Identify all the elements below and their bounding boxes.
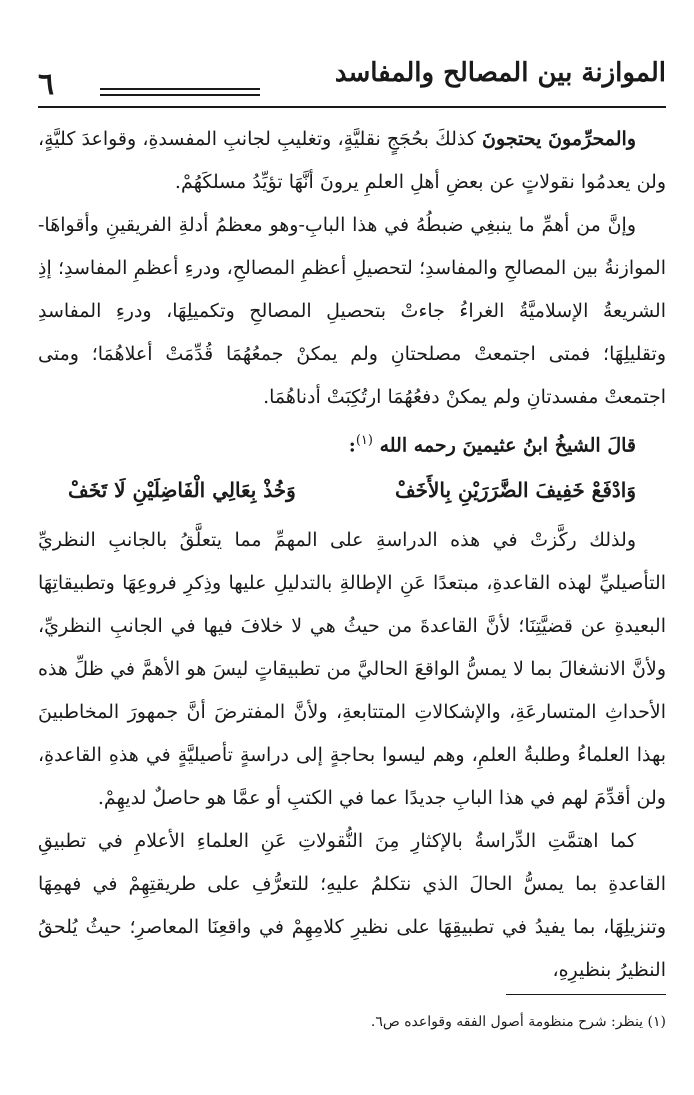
quote-intro-text: قالَ الشيخُ ابنُ عثيمينَ رحمه الله bbox=[379, 434, 636, 457]
poetry-verse bbox=[68, 467, 636, 513]
footnote: (١) ينظر: شرح منظومة أصول الفقه وقواعده ص٦. bbox=[370, 1014, 666, 1030]
header-divider bbox=[38, 106, 666, 108]
page-number: ٦ bbox=[38, 67, 55, 102]
paragraph-text: كذلكَ بحُجَجٍ نقليَّةٍ، وتغليبِ لجانبِ المفسدةِ، وقواعدَ كليَّةٍ، ولن يعدمُوا نقولاتٍ عن بعضِ أهلِ العلمِ يرونَ أنَّهَا تؤيِّدُ مسلكَهُمْ. bbox=[38, 128, 666, 193]
paragraph-text: ولذلك ركَّزتْ في هذه الدراسةِ على المهمِّ مما يتعلَّقُ بالجانبِ النظريِّ التأصيليِّ لهذه القاعدةِ، مبتعدًا عَنِ الإطالةِ بالتدليلِ عليها وذِكرِ فروعِهَا وتطبيقاتِهَا البعيدةِ عن قضيَّتِنَا؛ لأنَّ القاعدةَ من حيثُ هي لا خلافَ فيها في الجانبِ النظريِّ، ولأنَّ الانشغالَ بما لا يمسُّ الواقعَ الحاليَّ من تطبيقاتٍ ليسَ هو الأهمَّ في ظلِّ هذه الأحداثِ المتسارعَةِ، والإشكالاتِ المتتابعةِ، ولأنَّ المفترضَ أنَّ جمهورَ المخاطبينَ بهذا العلماءُ وطلبةُ العلمِ، وهم ليسوا بحاجةٍ إلى دراسةٍ تأصيليَّةٍ في هذهِ القاعدةِ، ولن أقدِّمَ لهم في هذا البابِ جديدًا عما في الكتبِ أو عمَّا هو حاصلٌ لديهِمْ. bbox=[38, 529, 666, 810]
paragraph-text: وإنَّ من أهمِّ ما ينبغِي ضبطُهُ في هذا البابِ-وهو معظمُ أدلةِ الفريقينِ وأقواهَا- الموازنةُ بين المصالحِ والمفاسدِ؛ لتحصيلِ أعظمِ المصالحِ، ودرءِ أعظمِ المفاسدِ؛ إذِ الشريعةُ الإسلاميَّةُ الغراءُ جاءتْ بتحصيلِ المصالحِ وتكميلِهَا، ودرءِ المفاسدِ وتقليلِهَا؛ فمتى اجتمعتْ مصلحتانِ ولم يمكنْ جمعُهُمَا قُدِّمَتْ أعلاهُمَا؛ ومتى اجتمعتْ مفسدتانِ ولم يمكنْ دفعُهُمَا ارتُكِبَتْ أدناهُمَا. bbox=[38, 214, 666, 408]
running-title: الموازنة بين المصالح والمفاسد bbox=[334, 58, 666, 88]
quote-intro: قالَ الشيخُ ابنُ عثيمينَ رحمه الله $^{(١)}$: bbox=[348, 433, 636, 457]
header-rule-upper bbox=[100, 88, 260, 90]
paragraph bbox=[38, 519, 666, 820]
footnote-divider bbox=[506, 994, 666, 995]
page-body bbox=[38, 118, 666, 992]
header-rule-lower bbox=[100, 94, 260, 96]
paragraph-lead: والمحرِّمونَ يحتجونَ bbox=[482, 128, 636, 150]
paragraph-text: كما اهتمَّتِ الدِّراسةُ بالإكثارِ مِنَ النُّقولاتِ عَنِ العلماءِ الأعلامِ في تطبيقِ القاعدةِ بما يمسُّ الحالَ الذي نتكلمُ عليهِ؛ للتعرُّفِ على طريقتِهِمْ في فهمِهَا وتنزيلِهَا، بما يفيدُ في تطبيقِهَا على نظيرِ كلامِهِمْ في واقعِنَا المعاصرِ؛ حيثُ يُلحقُ النظيرُ بنظيرِهِ، bbox=[38, 830, 666, 982]
verse-second-hemistich: وَخُذْ بِعَالِي الْفَاضِلَيْنِ لَا تَخَفْ bbox=[68, 478, 296, 503]
paragraph bbox=[38, 118, 666, 204]
footnote-ref: (١) bbox=[355, 433, 373, 448]
paragraph bbox=[38, 204, 666, 419]
paragraph bbox=[38, 820, 666, 992]
verse-first-hemistich: وَادْفَعْ خَفِيفَ الضَّرَرَيْنِ بِالأَخَفْ bbox=[394, 478, 636, 503]
